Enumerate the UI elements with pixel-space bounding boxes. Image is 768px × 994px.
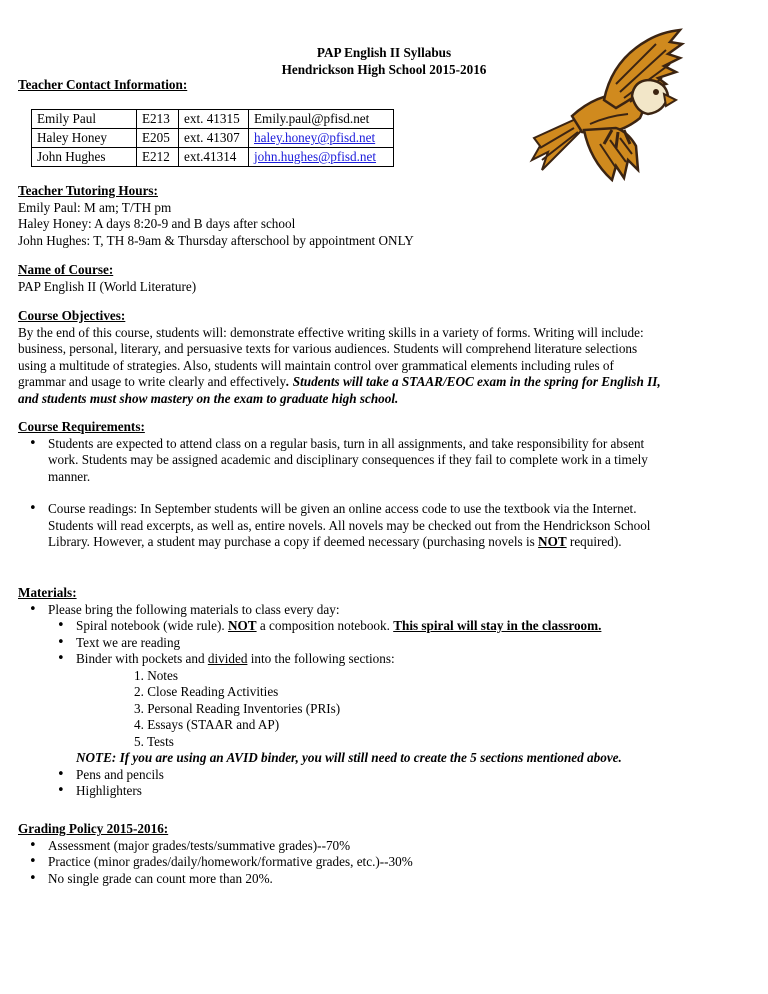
list-item [18,501,758,551]
requirement-line: Students will read excerpts, as well as, entire novels. All novels may be checked out from the Hendrickson School [48,517,651,533]
objectives-line: and students must show mastery on the exam to graduate high school. [18,390,399,406]
list-item: • Practice (minor grades/daily/homework/formative grades, etc.)--30% [18,854,758,871]
tutoring-line: Haley Honey: A days 8:20-9 and B days after school [18,216,296,231]
requirement-line: • Course readings: In September students will be given an online access code to use the textbook via the Internet. [48,501,637,516]
teacher-ext: ext.41314 [179,148,249,167]
page-subtitle: Hendrickson High School 2015-2016 [281,61,487,77]
emphasis-classroom: This spiral will stay in the classroom. [393,618,602,633]
binder-section: 1. Notes [134,667,178,683]
contact-table [31,109,394,167]
avid-note: NOTE: If you are using an AVID binder, you will still need to create the 5 sections mentioned above. [76,750,622,765]
tutoring-line: Emily Paul: M am; T/TH pm [18,199,172,215]
list-item [18,436,758,486]
list-item: • Please bring the following materials to class every day: [18,602,758,619]
emphasis-not: NOT [538,534,567,549]
objectives-line: By the end of this course, students will: demonstrate effective writing skills in a variety of forms. Writing will include: [18,324,644,340]
material-text: a composition notebook. [256,618,394,633]
teacher-name: Haley Honey [32,129,137,148]
list-item: • Highlighters [18,783,758,800]
binder-section: 3. Personal Reading Inventories (PRIs) [134,700,341,716]
objectives-bold: . Students will take a STAAR/EOC exam in the spring for English II, [286,374,661,389]
material-text: Spiral notebook (wide rule). [76,618,228,633]
binder-section: 5. Tests [134,733,174,749]
teacher-email-link[interactable]: john.hughes@pfisd.net [254,149,377,164]
objectives-line: using a multitude of strategies. Also, students will maintain control over grammatical elements including rules of [18,357,614,373]
requirements-section [18,419,758,551]
contact-heading: Teacher Contact Information: [18,77,188,92]
table-row [32,148,394,167]
list-item [18,651,758,668]
objectives-line: business, personal, literary, and persuasive texts for various audiences. Students will comprehend literature selections [18,341,638,356]
grading-section [18,821,758,887]
list-item: • Text we are reading [18,635,758,652]
materials-section [18,585,758,800]
objectives-heading: Course Objectives: [18,308,126,323]
objectives-plain: grammar and usage to write clearly and effectively [18,374,287,389]
binder-section: 4. Essays (STAAR and AP) [134,717,280,732]
list-item: • Assessment (major grades/tests/summative grades)--70% [18,838,758,855]
material-text: Binder with pockets and [76,651,208,666]
objectives-line [18,374,758,391]
course-name-section [18,262,196,295]
teacher-name: Emily Paul [32,110,137,129]
tutoring-section [18,183,414,249]
requirement-line: manner. [48,468,91,484]
contact-table-wrap [31,109,394,167]
requirement-line: • Students are expected to attend class on a regular basis, turn in all assignments, and take responsibility for absent [48,435,645,451]
teacher-email: Emily.paul@pfisd.net [249,110,394,129]
emphasis-divided: divided [207,651,248,666]
material-text: into the following sections: [247,651,395,666]
requirements-heading: Course Requirements: [18,419,145,434]
teacher-room: E205 [137,129,179,148]
emphasis-not: NOT [228,618,257,633]
requirement-text: Library. However, a student may purchase a copy if deemed necessary (purchasing novels is [48,534,539,549]
teacher-ext: ext. 41307 [179,129,249,148]
list-item: • Pens and pencils [18,767,758,784]
course-name-value: PAP English II (World Literature) [18,278,197,294]
requirement-text: required). [566,534,622,549]
teacher-name: John Hughes [32,148,137,167]
course-name-heading: Name of Course: [18,262,114,277]
page-title: PAP English II Syllabus [316,45,452,60]
grading-heading: Grading Policy 2015-2016: [18,821,169,836]
table-row [32,129,394,148]
binder-section: 2. Close Reading Activities [134,684,279,699]
teacher-ext: ext. 41315 [179,110,249,129]
requirement-line: work. Students may be assigned academic and disciplinary consequences if they fail to complete work in a timely [48,452,648,467]
table-row [32,110,394,129]
list-item: • No single grade can count more than 20%. [18,871,758,888]
list-item [18,618,758,635]
teacher-room: E212 [137,148,179,167]
teacher-room: E213 [137,110,179,129]
tutoring-heading: Teacher Tutoring Hours: [18,183,158,198]
requirement-line [48,534,758,551]
teacher-email-link[interactable]: haley.honey@pfisd.net [254,130,376,145]
tutoring-line: John Hughes: T, TH 8-9am & Thursday afterschool by appointment ONLY [18,232,414,248]
materials-heading: Materials: [18,585,77,600]
hawk-mascot-icon [520,20,690,185]
objectives-section [18,308,758,407]
